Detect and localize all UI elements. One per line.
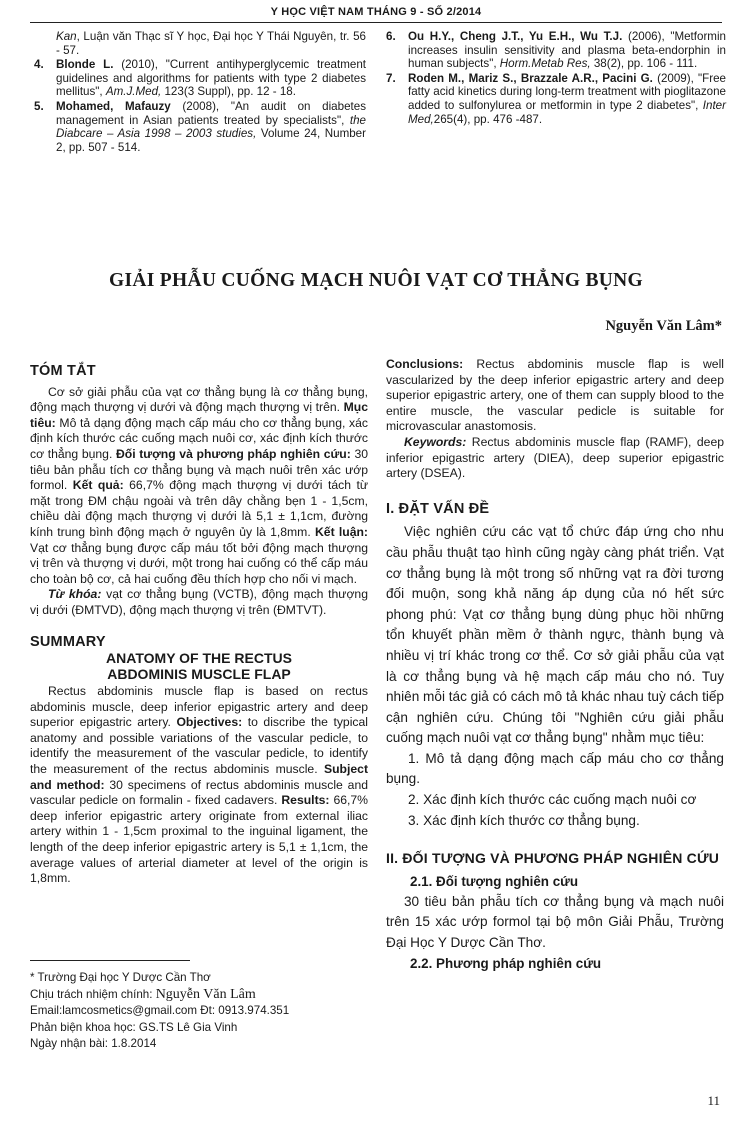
reference-post: Volume 24, Number 2, pp. 507 - 514. xyxy=(56,127,366,154)
abstract-heading: TÓM TẮT xyxy=(30,363,96,379)
reference-number: 5. xyxy=(34,99,44,113)
abstract-vi-body: Cơ sở giải phẫu của vạt cơ thẳng bụng là cơ thẳng bụng, động mạch thượng vị dưới và động mạch thượng vị trên. Mục tiêu: Mô tả dạng động mạch cấp máu cho cơ thẳng bụng, xác định kích thước các cuống mạch nuôi cơ, xác định kích thước cơ thẳng bụng. Đối tượng và phương pháp nghiên cứu: 30 tiêu bản phẫu tích cơ thẳng bụng và mạch nuôi trên xác ướp formol. Kết quả: 66,7% động mạch thượng vị dưới tách từ mặt trong ĐM chậu ngoài và trên dây chằng bẹn 1 - 1,5cm, chiều dài động mạch thượng vị dưới là 5,1 ± 1,1cm, đường kính trung bình động mạch ở nguyên ủy là 1,8mm. Kết luận: Vạt cơ thẳng bụng được cấp máu tốt bởi động mạch thượng vị trên và thượng vị dưới, một trong hai cuống có thể cấp máu cho toàn bộ cơ, cả hai cuống đều thích hợp cho nối vi mạch. xyxy=(30,384,369,586)
summary-title-line2: ABDOMINIS MUSCLE FLAP xyxy=(107,666,291,683)
reference-journal: Kan xyxy=(56,30,77,43)
reference-pre: (2008), "An audit on diabetes management in Asian patients treated by specialists", xyxy=(56,99,366,127)
reference-authors: Ou H.Y., Cheng J.T., Yu E.H., Wu T.J. xyxy=(408,30,623,43)
reference-item xyxy=(386,30,726,71)
reference-item xyxy=(34,100,366,154)
left-column xyxy=(30,360,368,887)
reference-authors: Mohamed, Mafauzy xyxy=(56,99,171,113)
subsection-2-2-heading: 2.2. Phương pháp nghiên cứu xyxy=(410,955,602,971)
section1-paragraph: Việc nghiên cứu các vạt tổ chức đáp ứng cho nhu cầu phẫu thuật tạo hình cũng ngày càng phát triển. Vạt cơ thẳng bụng là một trong số những vạt ra đời tương đối muộn, song khả năng áp dụng của nó hết sức phong phú: Vạt cơ thẳng bụng dùng phục hồi những tổn khuyết phần mềm ở thành ngực, thành bụng và nhiều vị trí khác trong cơ thể. Cơ sở giải phẫu của vạt là cơ thẳng bụng và hệ mạch cấp máu cho nó. Tuy nhiên mỗi tác giả có cách mô tả khác nhau tuỳ cách tiếp cận nghiên cứu. Chúng tôi "Nghiên cứu giải phẫu cuống mạch nuôi vạt cơ thẳng bụng" nhằm mục tiêu: xyxy=(386,524,724,746)
summary-title-line1: ANATOMY OF THE RECTUS xyxy=(106,650,292,667)
references-left xyxy=(34,30,366,155)
summary-en-keywords: Keywords: Rectus abdominis muscle flap (RAMF), deep inferior epigastric artery (DIEA), deep superior epigastric artery (DSEA). xyxy=(386,434,724,481)
subsection-2-1-heading: 2.1. Đối tượng nghiên cứu xyxy=(410,873,579,889)
objective-item: 3. Xác định kích thước cơ thẳng bụng. xyxy=(408,812,640,828)
reference-pre: (2006), "Metformin increases insulin sensitivity and plasma beta-endorphin in human subjects", xyxy=(408,30,726,71)
header-rule xyxy=(30,22,722,23)
section2-heading: II. ĐỐI TƯỢNG VÀ PHƯƠNG PHÁP NGHIÊN CỨU xyxy=(386,850,720,867)
subsection-2-1-text: 30 tiêu bản phẫu tích cơ thẳng bụng và mạch nuôi trên 15 xác ướp formol tại bộ môn Giải Phẫu, Trường Đại Học Y Dược Cần Thơ. xyxy=(386,893,724,951)
section1-heading: I. ĐẶT VẤN ĐỀ xyxy=(386,500,490,517)
footnote-email: Email:lamcosmetics@gmail.com Đt: 0913.974.351 xyxy=(30,1004,290,1017)
reference-number: 7. xyxy=(386,71,396,85)
article-author: Nguyễn Văn Lâm* xyxy=(605,318,722,334)
objective-item: 1. Mô tả dạng động mạch cấp máu cho cơ thẳng bụng. xyxy=(386,750,724,787)
abstract-vi-keywords: Từ khóa: vạt cơ thẳng bụng (VCTB), động mạch thượng vị dưới (ĐMTVD), động mạch thượng vị trên (ĐMTVT). xyxy=(30,587,368,617)
reference-post: 38(2), pp. 106 - 111. xyxy=(590,57,698,71)
footnote xyxy=(30,970,368,1053)
reference-authors: Blonde L. xyxy=(56,58,114,72)
right-column xyxy=(386,357,724,974)
reference-post: 123(3 Suppl), pp. 12 - 18. xyxy=(161,85,296,99)
footnote-reviewer: Phản biện khoa học: GS.TS Lê Gia Vinh xyxy=(30,1020,238,1034)
footnote-rule xyxy=(30,960,190,961)
references-right xyxy=(386,30,726,127)
running-header: Y HỌC VIỆT NAM THÁNG 9 - SỐ 2/2014 xyxy=(270,6,482,18)
reference-journal: the Diabcare – Asia 1998 – 2003 studies, xyxy=(56,113,366,141)
footnote-responsible: Chịu trách nhiệm chính: Nguyễn Văn Lâm xyxy=(30,986,256,1002)
summary-en-body: Rectus abdominis muscle flap is based on rectus abdominis muscle, deep inferior epigastric artery and deep superior epigastric artery. Objectives: to discribe the typical anatomy and possible variations of the vascular pedicle, to identify the measurement of the vascular pedicle, to identify the measurement of the rectus abdominis muscle. Subject and method: 30 specimens of rectus abdominis muscle and vascular pedicle on formalin - fixed cadavers. Results: 66,7% deep inferior epigastric artery originate from external iliac artery within 1 - 1,5cm proximal to the inguinal ligament, the length of the deep inferior epigastric artery is 5,1 ± 1,1cm, the average values of arterial diameter at level of the origin is 1,8mm. xyxy=(30,684,369,886)
footnote-received: Ngày nhận bài: 1.8.2014 xyxy=(30,1037,157,1050)
summary-en-continued: Conclusions: Rectus abdominis muscle flap is well vascularized by the deep inferior epigastric artery and deep superior epigastric artery, one of them can supply blood to the entire muscle, the vascular pedicle is suitable for microvascular anastomosis. xyxy=(386,357,724,434)
reference-number: 4. xyxy=(34,58,44,72)
reference-number: 6. xyxy=(386,30,396,43)
reference-pre: (2009), "Free fatty acid kinetics during long-term treatment with pioglitazone added to sulfonylurea or metformin in type 2 diabetes", xyxy=(408,71,726,112)
reference-authors: Roden M., Mariz S., Brazzale A.R., Pacini G. xyxy=(408,71,653,85)
reference-journal: Inter Med, xyxy=(408,98,726,126)
reference-item xyxy=(386,72,726,126)
page-number: 11 xyxy=(707,1093,720,1108)
reference-item xyxy=(34,58,366,99)
reference-post: 265(4), pp. 476 -487. xyxy=(433,112,543,126)
summary-heading: SUMMARY xyxy=(30,633,106,650)
reference-item xyxy=(34,30,366,57)
reference-journal: Am.J.Med, xyxy=(105,85,162,99)
objective-item: 2. Xác định kích thước các cuống mạch nuôi cơ xyxy=(408,792,697,808)
reference-pre: (2010), "Current antihyperglycemic treatment guidelines and algorithms for patients with type 2 diabetes mellitus", xyxy=(56,58,366,99)
article-title: GIẢI PHẪU CUỐNG MẠCH NUÔI VẠT CƠ THẲNG BỤNG xyxy=(108,270,644,291)
reference-journal: Horm.Metab Res, xyxy=(499,57,591,71)
reference-post: , Luận văn Thạc sĩ Y học, Đại học Y Thái Nguyên, tr. 56 - 57. xyxy=(56,30,366,57)
footnote-affiliation: * Trường Đại học Y Dược Cần Thơ xyxy=(30,971,211,984)
